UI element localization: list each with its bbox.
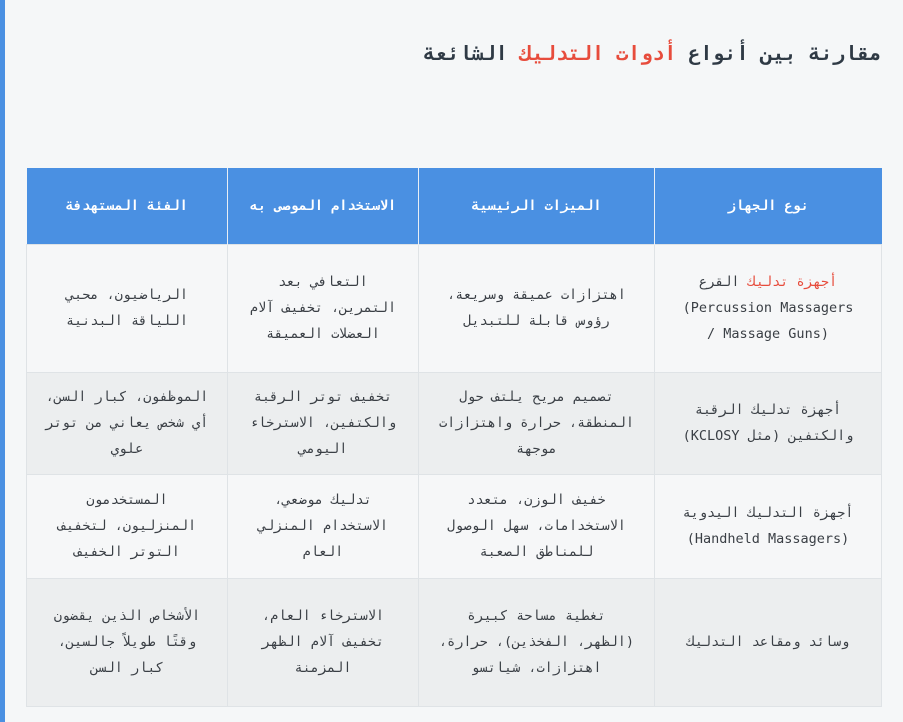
device-english-name-2: / Massage Guns) <box>707 326 829 342</box>
header-row <box>27 168 882 244</box>
cell-recommended-use: الاسترخاء العام، تخفيف آلام الظهر المزمنة <box>228 578 419 706</box>
header-device-type: نوع الجهاز <box>655 168 882 244</box>
cell-key-features: تصميم مريح يلتف حول المنطقة، حرارة واهتزازات موجهة <box>419 372 655 474</box>
table-row <box>27 474 882 578</box>
device-english-name: (Percussion Massagers <box>682 300 854 316</box>
title-start: مقارنة بين أنواع <box>688 41 881 65</box>
title-end: الشائعة <box>423 41 508 65</box>
cell-target-audience: المستخدمون المنزليون، لتخفيف التوتر الخفيف <box>27 474 228 578</box>
cell-recommended-use: تدليك موضعي، الاستخدام المنزلي العام <box>228 474 419 578</box>
table-row <box>27 578 882 706</box>
header-target-audience: الفئة المستهدفة <box>27 168 228 244</box>
cell-recommended-use: تخفيف توتر الرقبة والكتفين، الاسترخاء اليومي <box>228 372 419 474</box>
table-body <box>27 244 882 706</box>
left-accent-bar <box>0 0 5 722</box>
comparison-table <box>26 168 882 707</box>
table-row <box>27 244 882 372</box>
header-recommended-use: الاستخدام الموصى به <box>228 168 419 244</box>
cell-device-type: أجهزة تدليك الرقبة والكتفين (مثل KCLOSY) <box>655 372 882 474</box>
cell-target-audience: الموظفون، كبار السن، أي شخص يعاني من توتر علوي <box>27 372 228 474</box>
cell-recommended-use: التعافي بعد التمرين، تخفيف آلام العضلات العميقة <box>228 244 419 372</box>
device-highlight: أجهزة تدليك <box>747 274 838 290</box>
cell-key-features: خفيف الوزن، متعدد الاستخدامات، سهل الوصول للمناطق الصعبة <box>419 474 655 578</box>
table-row <box>27 372 882 474</box>
cell-target-audience: الرياضيون، محبي اللياقة البدنية <box>27 244 228 372</box>
cell-device-type: وسائد ومقاعد التدليك <box>655 578 882 706</box>
cell-key-features: تغطية مساحة كبيرة (الظهر، الفخذين)، حرارة، اهتزازات، شياتسو <box>419 578 655 706</box>
device-rest: القرع <box>698 274 740 290</box>
cell-device-type: أجهزة التدليك اليدوية (Handheld Massagers) <box>655 474 882 578</box>
table-header <box>27 168 882 244</box>
title-highlight: أدوات التدليك <box>519 41 677 65</box>
cell-device-type <box>655 244 882 372</box>
header-key-features: الميزات الرئيسية <box>419 168 655 244</box>
cell-target-audience: الأشخاص الذين يقضون وقتًا طويلاً جالسين، كبار السن <box>27 578 228 706</box>
page-title <box>30 38 881 68</box>
cell-key-features: اهتزازات عميقة وسريعة، رؤوس قابلة للتبديل <box>419 244 655 372</box>
